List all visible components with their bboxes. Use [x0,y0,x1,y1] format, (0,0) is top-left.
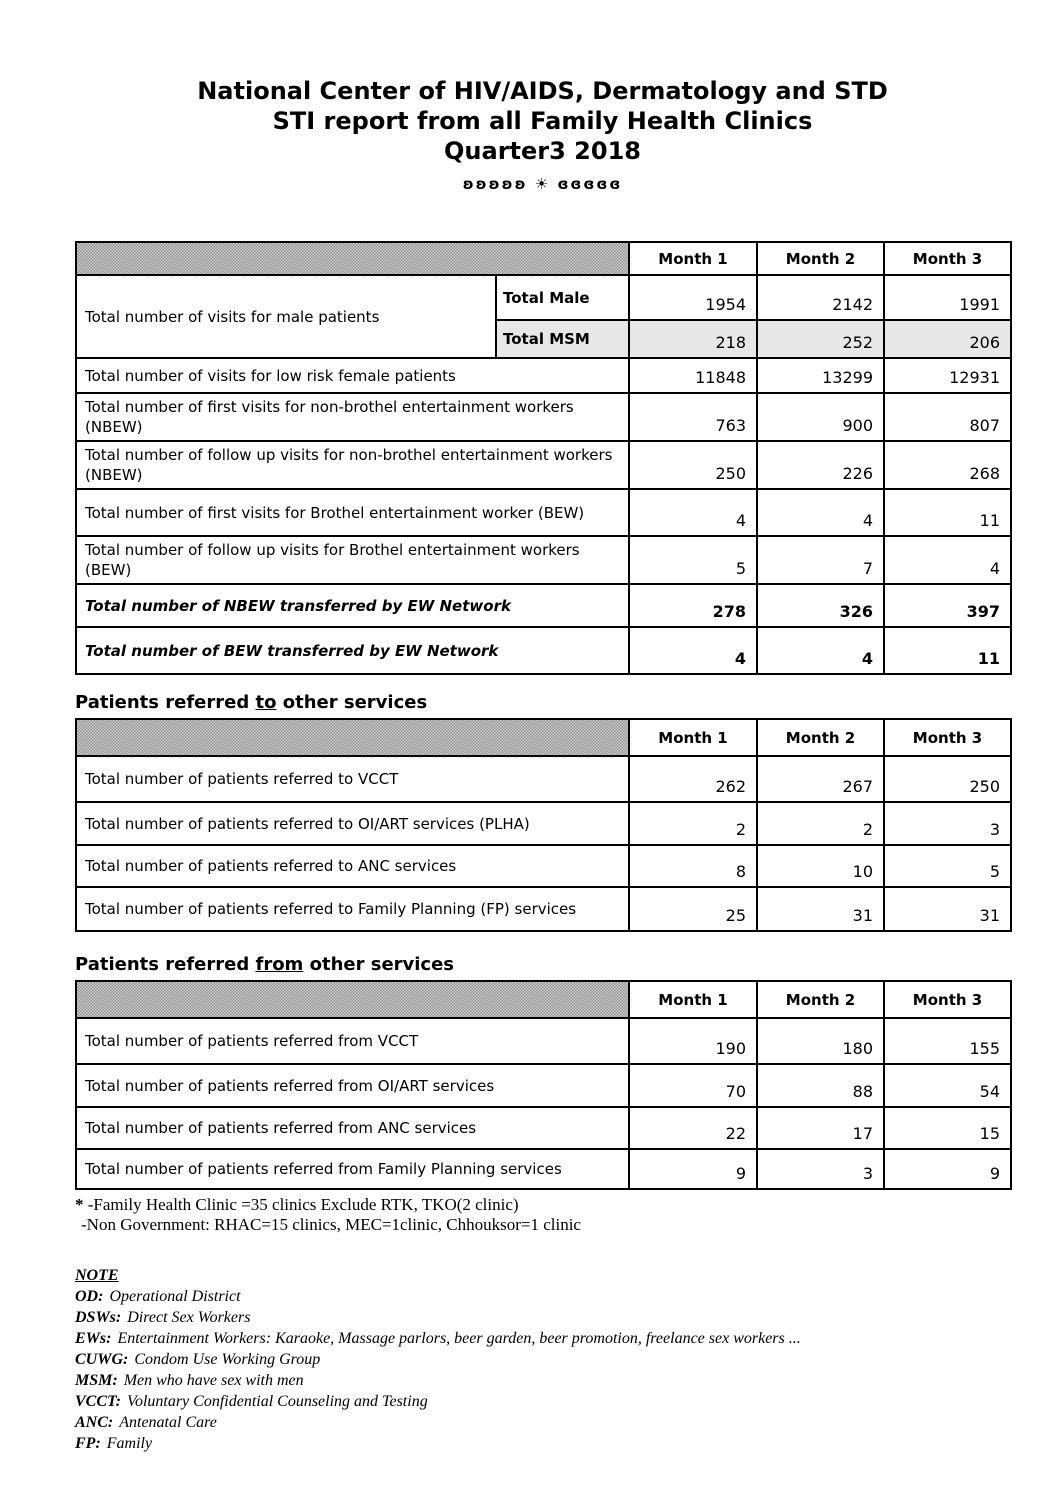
note-item [75,1370,1010,1391]
table-corner-hatch [76,719,629,756]
row-label: Total number of visits for male patients [76,275,496,358]
table-row [76,358,1011,393]
table-corner-hatch [76,242,629,275]
cell-value: 7 [757,536,884,584]
row-label: Total number of patients referred from VCCT [76,1018,629,1064]
referred-to-table [75,718,1012,932]
cell-value: 206 [884,320,1011,358]
cell-value: 4 [629,627,757,674]
month-1-header: Month 1 [629,242,757,275]
sub-row-label: Total MSM [496,320,629,358]
note-abbr: OD: [75,1288,104,1305]
table-row [76,393,1011,441]
row-label: Total number of NBEW transferred by EW Network [76,584,629,627]
row-label: Total number of first visits for Brothel entertainment worker (BEW) [76,489,629,536]
row-label: Total number of follow up visits for Brothel entertainment workers (BEW) [76,536,629,584]
month-1-header: Month 1 [629,719,757,756]
footnote-line-2: -Non Government: RHAC=15 clinics, MEC=1clinic, Chhouksor=1 clinic [81,1215,581,1234]
cell-value: 3 [757,1149,884,1189]
table-row [76,627,1011,674]
cell-value: 4 [884,536,1011,584]
row-label: Total number of patients referred from Family Planning services [76,1149,629,1189]
table-row [76,1149,1011,1189]
cell-value: 267 [757,756,884,802]
cell-value: 4 [629,489,757,536]
cell-value: 70 [629,1064,757,1107]
row-label: Total number of patients referred from ANC services [76,1107,629,1149]
note-text: Operational District [109,1288,241,1305]
report-title-line2: STI report from all Family Health Clinics [272,107,813,135]
cell-value: 5 [884,845,1011,887]
heading-underlined-word: from [255,954,304,975]
month-3-header: Month 3 [884,719,1011,756]
cell-value: 10 [757,845,884,887]
note-text: Condom Use Working Group [134,1351,321,1368]
cell-value: 155 [884,1018,1011,1064]
cell-value: 11848 [629,358,757,393]
cell-value: 2142 [757,275,884,320]
note-abbr: ANC: [75,1414,114,1431]
note-abbr: VCCT: [75,1393,121,1410]
table-row [76,845,1011,887]
heading-text: other services [303,954,455,975]
month-3-header: Month 3 [884,981,1011,1018]
note-text: Voluntary Confidential Counseling and Testing [126,1393,428,1410]
row-label: Total number of patients referred from OI/ART services [76,1064,629,1107]
cell-value: 5 [629,536,757,584]
note-heading: NOTE [75,1267,119,1284]
row-label: Total number of patients referred to OI/ART services (PLHA) [76,802,629,845]
heading-underlined-word: to [255,692,277,713]
month-2-header: Month 2 [757,242,884,275]
sub-row-label: Total Male [496,275,629,320]
footnotes [75,1195,1010,1235]
table-row [76,756,1011,802]
month-3-header: Month 3 [884,242,1011,275]
section-heading-referred-to [75,692,1010,713]
cell-value: 250 [629,441,757,489]
table-row [76,1107,1011,1149]
note-abbr: DSWs: [75,1309,122,1326]
row-label: Total number of patients referred to ANC services [76,845,629,887]
row-label: Total number of BEW transferred by EW Network [76,627,629,674]
cell-value: 250 [884,756,1011,802]
table-row [76,1064,1011,1107]
note-text: Direct Sex Workers [127,1309,251,1326]
title-block [75,76,1010,193]
cell-value: 8 [629,845,757,887]
heading-text: Patients referred [75,692,256,713]
cell-value: 190 [629,1018,757,1064]
cell-value: 12931 [884,358,1011,393]
ornament-divider: ʚʚʚʚʚ ☀ ɞɞɞɞɞ [462,175,623,193]
table-header-row [76,981,1011,1018]
table-row [76,536,1011,584]
note-item [75,1328,1010,1349]
cell-value: 4 [757,627,884,674]
footnote-line-1 [75,1195,1010,1215]
visits-table [75,241,1012,675]
table-corner-hatch [76,981,629,1018]
note-text: Men who have sex with men [123,1372,304,1389]
table-row [76,275,1011,320]
cell-value: 11 [884,627,1011,674]
cell-value: 17 [757,1107,884,1149]
cell-value: 22 [629,1107,757,1149]
cell-value: 763 [629,393,757,441]
cell-value: 31 [757,887,884,931]
row-label: Total number of follow up visits for non-brothel entertainment workers (NBEW) [76,441,629,489]
cell-value: 13299 [757,358,884,393]
table-row [76,887,1011,931]
row-label: Total number of first visits for non-brothel entertainment workers (NBEW) [76,393,629,441]
cell-value: 88 [757,1064,884,1107]
cell-value: 900 [757,393,884,441]
note-item [75,1286,1010,1307]
note-abbr: MSM: [75,1372,118,1389]
note-abbr: CUWG: [75,1351,129,1368]
table-header-row [76,719,1011,756]
cell-value: 2 [629,802,757,845]
cell-value: 226 [757,441,884,489]
cell-value: 252 [757,320,884,358]
note-block [75,1265,1010,1454]
cell-value: 1954 [629,275,757,320]
cell-value: 180 [757,1018,884,1064]
cell-value: 15 [884,1107,1011,1149]
note-item [75,1433,1010,1454]
cell-value: 397 [884,584,1011,627]
table-row [76,584,1011,627]
cell-value: 31 [884,887,1011,931]
month-1-header: Month 1 [629,981,757,1018]
note-item [75,1412,1010,1433]
table-row [76,802,1011,845]
heading-text: Patients referred [75,954,256,975]
month-2-header: Month 2 [757,719,884,756]
note-abbr: FP: [75,1435,101,1452]
note-abbr: EWs: [75,1330,112,1347]
note-item [75,1349,1010,1370]
footnote-text: -Family Health Clinic =35 clinics Exclude RTK, TKO(2 clinic) [83,1195,519,1214]
table-header-row [76,242,1011,275]
row-label: Total number of patients referred to VCCT [76,756,629,802]
cell-value: 278 [629,584,757,627]
month-2-header: Month 2 [757,981,884,1018]
table-row [76,1018,1011,1064]
note-text: Entertainment Workers: Karaoke, Massage parlors, beer garden, beer promotion, freelance sex workers ... [117,1330,801,1347]
cell-value: 1991 [884,275,1011,320]
cell-value: 268 [884,441,1011,489]
report-title-line1: National Center of HIV/AIDS, Dermatology and STD [197,77,888,105]
cell-value: 9 [629,1149,757,1189]
cell-value: 25 [629,887,757,931]
table-row [76,441,1011,489]
cell-value: 3 [884,802,1011,845]
table-row [76,489,1011,536]
note-item [75,1307,1010,1328]
footnote-asterisk: * [75,1195,84,1214]
row-label: Total number of patients referred to Family Planning (FP) services [76,887,629,931]
cell-value: 9 [884,1149,1011,1189]
cell-value: 218 [629,320,757,358]
note-item [75,1391,1010,1412]
cell-value: 4 [757,489,884,536]
row-label: Total number of visits for low risk female patients [76,358,629,393]
cell-value: 326 [757,584,884,627]
cell-value: 11 [884,489,1011,536]
report-title-line3: Quarter3 2018 [444,137,641,165]
referred-from-table [75,980,1012,1190]
cell-value: 2 [757,802,884,845]
note-text: Antenatal Care [119,1414,217,1431]
cell-value: 54 [884,1064,1011,1107]
heading-text: other services [276,692,428,713]
cell-value: 807 [884,393,1011,441]
cell-value: 262 [629,756,757,802]
section-heading-referred-from [75,954,1010,975]
note-text: Family [106,1435,153,1452]
